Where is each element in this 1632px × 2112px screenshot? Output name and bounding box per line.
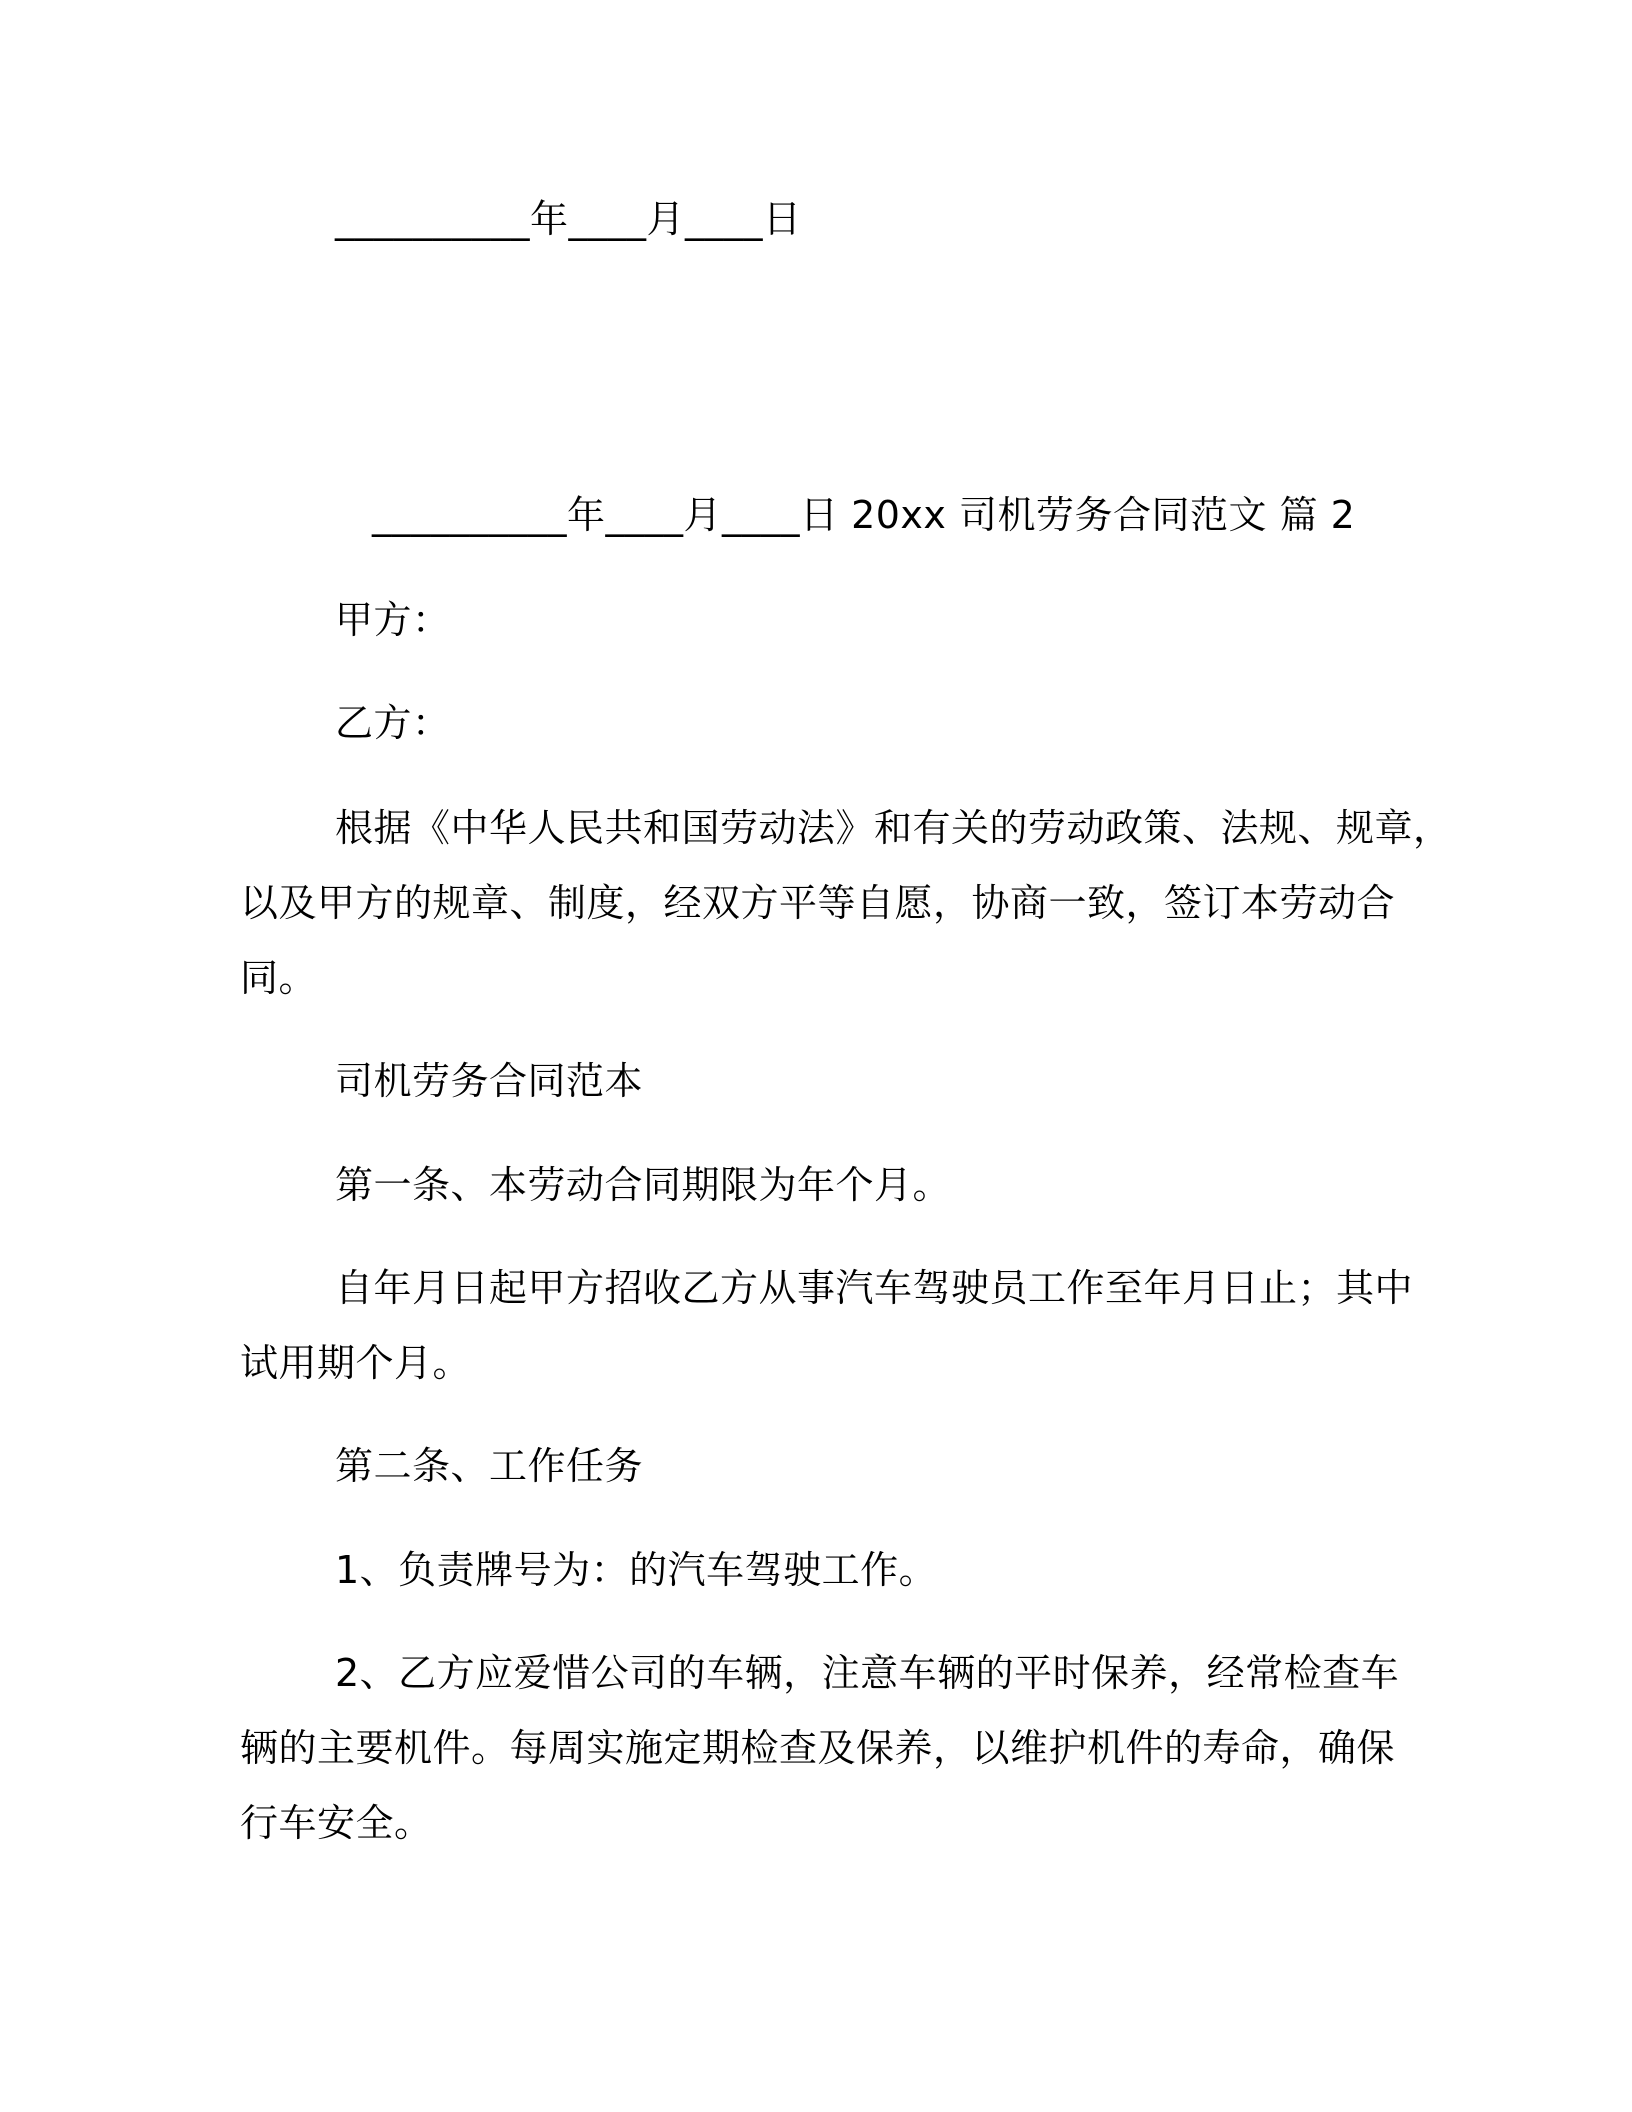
date-line: __________年____月____日: [335, 197, 802, 241]
document-heading: __________年____月____日 20xx 司机劳务合同范文 篇 2: [372, 493, 1356, 537]
preamble-line-3: 同。: [240, 956, 318, 1000]
preamble-line-1: 根据《中华人民共和国劳动法》和有关的劳动政策、法规、规章，: [335, 806, 1452, 850]
article-2: 第二条、工作任务: [335, 1444, 644, 1488]
party-a-label: 甲方：: [335, 598, 451, 642]
article-1-detail-line-2: 试用期个月。: [240, 1341, 472, 1385]
preamble-line-2: 以及甲方的规章、制度，经双方平等自愿，协商一致，签订本劳动合: [240, 881, 1396, 925]
task-2-line-1: 2、乙方应爱惜公司的车辆，注意车辆的平时保养，经常检查车: [335, 1651, 1400, 1695]
party-b-label: 乙方：: [335, 701, 451, 745]
task-1: 1、负责牌号为：的汽车驾驶工作。: [335, 1548, 938, 1592]
article-1: 第一条、本劳动合同期限为年个月。: [335, 1163, 952, 1207]
sample-title: 司机劳务合同范本: [335, 1059, 644, 1103]
task-2-line-2: 辆的主要机件。每周实施定期检查及保养，以维护机件的寿命，确保: [240, 1726, 1396, 1770]
task-2-line-3: 行车安全。: [240, 1801, 433, 1845]
article-1-detail-line-1: 自年月日起甲方招收乙方从事汽车驾驶员工作至年月日止；其中: [335, 1266, 1414, 1310]
